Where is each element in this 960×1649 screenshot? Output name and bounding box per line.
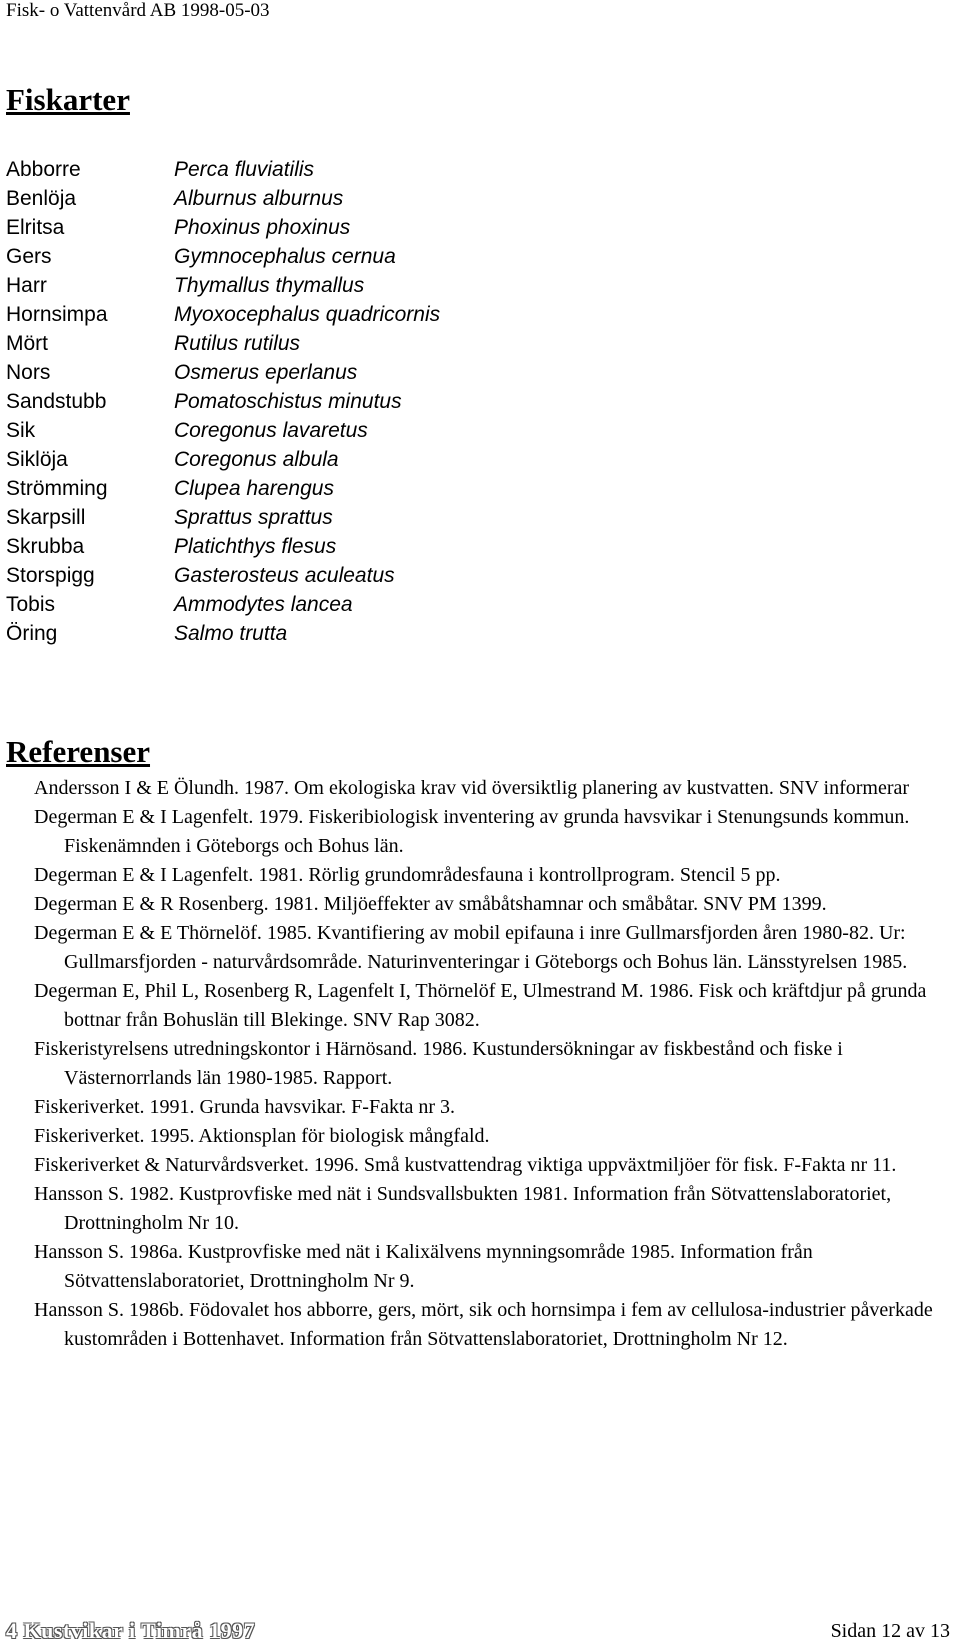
species-latin-name: Phoxinus phoxinus xyxy=(174,216,351,239)
species-latin-name: Sprattus sprattus xyxy=(174,506,333,529)
footer-document-title: 4 Kustvikar i Timrå 1997 xyxy=(6,1618,256,1643)
species-row xyxy=(6,531,606,560)
reference-item: Degerman E & E Thörnelöf. 1985. Kvantifiering av mobil epifauna i inre Gullmarsfjorden åren 1980-82. Ur: Gullmarsfjorden - naturvårdsområde. Naturinventeringar i Göteborgs och Bohus län. Länsstyrelsen 1985. xyxy=(34,922,908,973)
species-row xyxy=(6,618,606,647)
species-latin-name: Gymnocephalus cernua xyxy=(174,245,396,268)
species-common-name: Tobis xyxy=(6,593,56,616)
reference-item: Degerman E & I Lagenfelt. 1979. Fiskeribiologisk inventering av grunda havsvikar i Stenungsunds kommun. Fiskenämnden i Göteborgs och Bohus län. xyxy=(34,806,910,857)
species-row xyxy=(6,183,606,212)
species-row xyxy=(6,328,606,357)
reference-item: Fiskeriverket & Naturvårdsverket. 1996. Små kustvattendrag viktiga uppväxtmiljöer för fisk. F-Fakta nr 11. xyxy=(34,1154,897,1176)
reference-item: Hansson S. 1982. Kustprovfiske med nät i Sundsvallsbukten 1981. Information från Sötvattenslaboratoriet, Drottningholm Nr 10. xyxy=(34,1183,892,1234)
species-row xyxy=(6,270,606,299)
species-list xyxy=(6,154,606,647)
reference-item: Hansson S. 1986b. Födovalet hos abborre, gers, mört, sik och hornsimpa i fem av cellulosa-industrier påverkade kustområden i Bottenhavet. Information från Sötvattenslaboratoriet, Drottningholm Nr 12. xyxy=(34,1299,933,1350)
species-common-name: Strömming xyxy=(6,477,108,500)
species-latin-name: Coregonus albula xyxy=(174,448,339,471)
reference-item: Fiskeriverket. 1991. Grunda havsvikar. F-Fakta nr 3. xyxy=(34,1096,456,1118)
species-row xyxy=(6,154,606,183)
species-latin-name: Clupea harengus xyxy=(174,477,334,500)
species-common-name: Hornsimpa xyxy=(6,303,108,326)
species-latin-name: Thymallus thymallus xyxy=(174,274,365,297)
species-latin-name: Platichthys flesus xyxy=(174,535,337,558)
reference-item: Andersson I & E Ölundh. 1987. Om ekologiska krav vid översiktlig planering av kustvatten. SNV informerar xyxy=(34,777,910,799)
species-row xyxy=(6,415,606,444)
reference-item: Degerman E & I Lagenfelt. 1981. Rörlig grundområdesfauna i kontrollprogram. Stencil 5 pp. xyxy=(34,864,781,886)
species-latin-name: Ammodytes lancea xyxy=(174,593,353,616)
page-number: Sidan 12 av 13 xyxy=(830,1620,950,1642)
species-common-name: Elritsa xyxy=(6,216,65,239)
species-common-name: Abborre xyxy=(6,158,81,181)
section-heading-fiskarter: Fiskarter xyxy=(6,82,130,117)
species-common-name: Storspigg xyxy=(6,564,95,587)
species-latin-name: Rutilus rutilus xyxy=(174,332,301,355)
species-row xyxy=(6,502,606,531)
species-latin-name: Coregonus lavaretus xyxy=(174,419,368,442)
reference-item: Fiskeristyrelsens utredningskontor i Härnösand. 1986. Kustundersökningar av fiskbestånd och fiske i Västernorrlands län 1980-1985. Rapport. xyxy=(34,1038,843,1089)
reference-list xyxy=(34,774,934,1354)
species-common-name: Harr xyxy=(6,274,47,297)
species-common-name: Mört xyxy=(6,332,48,355)
species-row xyxy=(6,241,606,270)
species-latin-name: Gasterosteus aculeatus xyxy=(174,564,395,587)
species-row xyxy=(6,212,606,241)
species-latin-name: Myoxocephalus quadricornis xyxy=(174,303,441,326)
species-latin-name: Pomatoschistus minutus xyxy=(174,390,402,413)
species-common-name: Nors xyxy=(6,361,51,384)
section-heading-referenser: Referenser xyxy=(6,734,151,769)
species-common-name: Siklöja xyxy=(6,448,68,471)
species-row xyxy=(6,299,606,328)
reference-item: Hansson S. 1986a. Kustprovfiske med nät i Kalixälvens mynningsområde 1985. Information från Sötvattenslaboratoriet, Drottningholm Nr 9. xyxy=(34,1241,813,1292)
species-latin-name: Salmo trutta xyxy=(174,622,288,645)
species-common-name: Skarpsill xyxy=(6,506,86,529)
species-row xyxy=(6,357,606,386)
species-row xyxy=(6,473,606,502)
page-footer xyxy=(0,1618,960,1644)
species-row xyxy=(6,589,606,618)
page-header: Fisk- o Vattenvård AB 1998-05-03 xyxy=(6,0,270,21)
species-row xyxy=(6,444,606,473)
reference-item: Fiskeriverket. 1995. Aktionsplan för biologisk mångfald. xyxy=(34,1125,490,1147)
species-common-name: Benlöja xyxy=(6,187,77,210)
species-latin-name: Osmerus eperlanus xyxy=(174,361,358,384)
species-latin-name: Alburnus alburnus xyxy=(174,187,344,210)
species-latin-name: Perca fluviatilis xyxy=(174,158,315,181)
species-common-name: Öring xyxy=(6,622,58,645)
species-common-name: Gers xyxy=(6,245,52,268)
species-row xyxy=(6,386,606,415)
species-row xyxy=(6,560,606,589)
species-common-name: Sik xyxy=(6,419,36,442)
species-common-name: Skrubba xyxy=(6,535,85,558)
species-common-name: Sandstubb xyxy=(6,390,107,413)
reference-item: Degerman E & R Rosenberg. 1981. Miljöeffekter av småbåtshamnar och småbåtar. SNV PM 1399. xyxy=(34,893,827,915)
reference-item: Degerman E, Phil L, Rosenberg R, Lagenfelt I, Thörnelöf E, Ulmestrand M. 1986. Fisk och kräftdjur på grunda bottnar från Bohuslän till Blekinge. SNV Rap 3082. xyxy=(34,980,927,1031)
